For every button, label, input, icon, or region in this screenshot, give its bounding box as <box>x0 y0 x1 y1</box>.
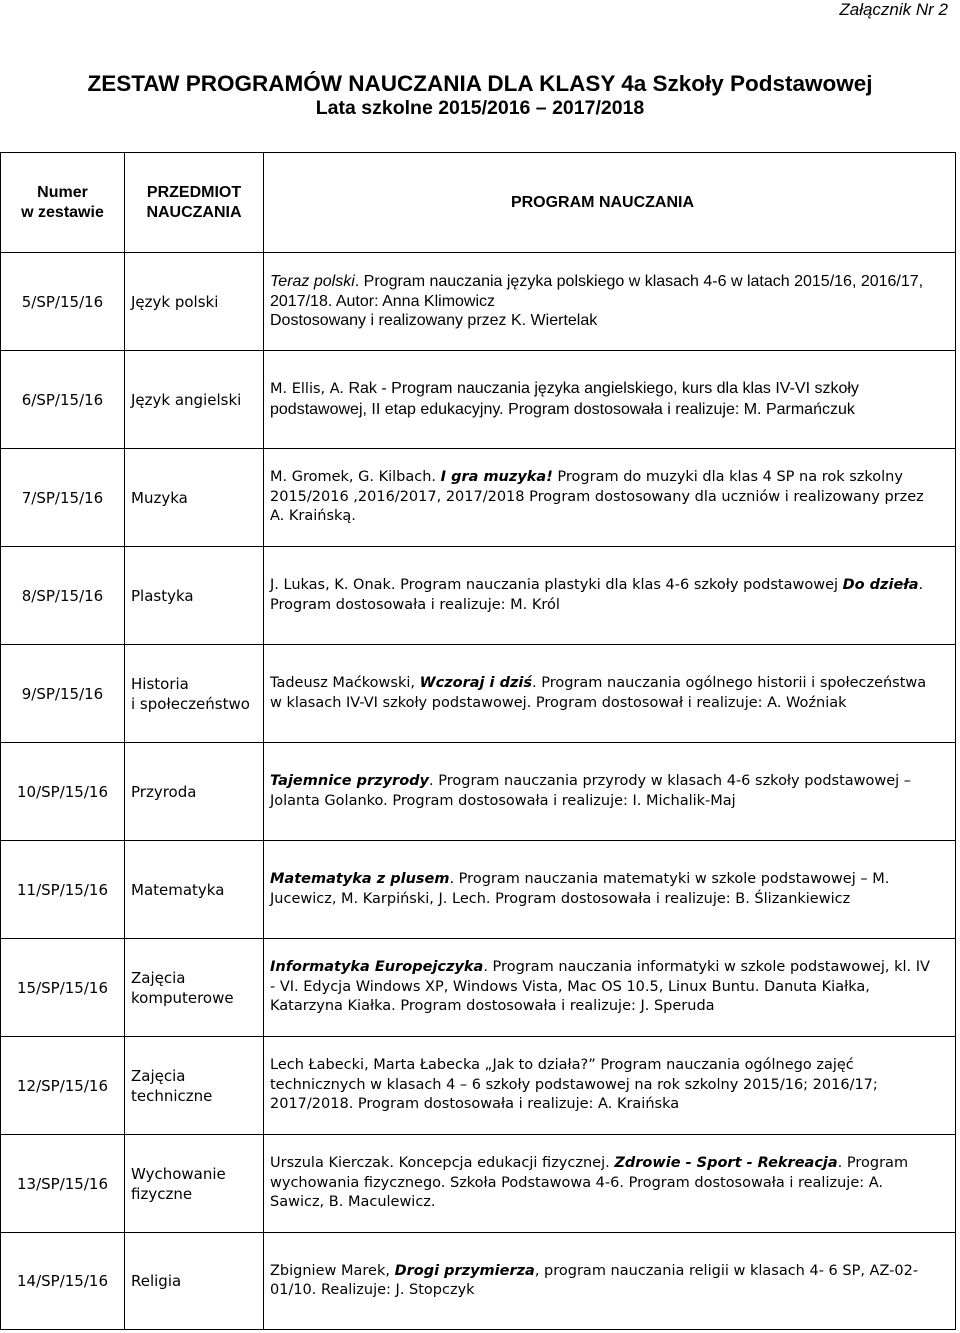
program-title: Matematyka z plusem <box>270 871 450 887</box>
header-subject: PRZEDMIOT NAUCZANIA <box>125 153 264 253</box>
row-number: 5/SP/15/16 <box>1 253 125 351</box>
row-program <box>264 743 956 841</box>
row-subject: Język angielski <box>125 351 264 449</box>
table-row <box>1 253 956 351</box>
row-number: 7/SP/15/16 <box>1 449 125 547</box>
header-number: Numer w zestawie <box>1 153 125 253</box>
program-text: . Program nauczania matematyki w szkole podstawowej – M. Jucewicz, M. Karpiński, J. Lech. Program dostosowała i realizuje: B. Ślizankiewicz <box>270 871 890 907</box>
programs-table <box>0 152 956 1330</box>
row-program <box>264 645 956 743</box>
row-program <box>264 939 956 1037</box>
row-number: 14/SP/15/16 <box>1 1233 125 1330</box>
table-row <box>1 1135 956 1233</box>
row-subject: Plastyka <box>125 547 264 645</box>
program-text: Lech Łabecki, Marta Łabecka „Jak to działa?” Program nauczania ogólnego zajęć technicznych w klasach 4 – 6 szkoły podstawowej na rok szkolny 2015/16; 2016/17; 2017/2018. Program dostosowała i realizuje: A. Kraińska <box>270 1057 878 1113</box>
program-text: . Program wychowania fizycznego. Szkoła Podstawowa 4-6. Program dostosowała i realizuje: A. Sawicz, B. Maculewicz. <box>270 1155 909 1211</box>
table-row <box>1 841 956 939</box>
row-number: 10/SP/15/16 <box>1 743 125 841</box>
program-text: , program nauczania religii w klasach 4- 6 SP, AZ-02-01/10. Realizuje: J. Stopczyk <box>270 1262 919 1298</box>
row-program <box>264 449 956 547</box>
row-program <box>264 1233 956 1330</box>
program-title: Tajemnice przyrody <box>270 773 430 789</box>
row-number: 11/SP/15/16 <box>1 841 125 939</box>
row-subject: Muzyka <box>125 449 264 547</box>
row-program <box>264 1037 956 1135</box>
row-program <box>264 351 956 449</box>
header-program: PROGRAM NAUCZANIA <box>264 153 956 253</box>
table-row <box>1 743 956 841</box>
row-subject: Zajęcia techniczne <box>125 1037 264 1135</box>
table-row <box>1 645 956 743</box>
document-title: ZESTAW PROGRAMÓW NAUCZANIA DLA KLASY 4a Szkoły Podstawowej <box>87 71 873 96</box>
row-program <box>264 253 956 351</box>
row-subject: Matematyka <box>125 841 264 939</box>
row-number: 15/SP/15/16 <box>1 939 125 1037</box>
table-row <box>1 449 956 547</box>
program-title: Informatyka Europejczyka <box>270 959 484 976</box>
row-number: 6/SP/15/16 <box>1 351 125 449</box>
program-title: Wczoraj i dziś <box>419 675 532 691</box>
program-title: Drogi przymierza <box>394 1262 535 1279</box>
table-row <box>1 1233 956 1330</box>
row-program <box>264 547 956 645</box>
table-row <box>1 939 956 1037</box>
program-text: Rak - Program nauczania języka angielskiego, kurs dla klas IV-VI szkoły podstawowej, II etap edukacyjny. Program dostosowała i realizuje: M. Parmańczuk <box>270 380 859 418</box>
row-number: 12/SP/15/16 <box>1 1037 125 1135</box>
program-title: I gra muzyka! <box>440 469 553 486</box>
table-header-row <box>1 153 956 253</box>
program-text: . Program nauczania języka polskiego w klasach 4-6 w latach 2015/16, 2016/17, 2017/18. Autor: Anna Klimowicz Dostosowany i realizowany przez K. Wiertelak <box>270 273 924 330</box>
row-program <box>264 841 956 939</box>
row-program <box>264 1135 956 1233</box>
program-text: Tadeusz Maćkowski, <box>270 675 420 691</box>
program-text: . Program nauczania przyrody w klasach 4-6 szkoły podstawowej – Jolanta Golanko. Program dostosowała i realizuje: I. Michalik-Maj <box>270 773 912 809</box>
annex-label: Załącznik Nr 2 <box>839 0 948 19</box>
program-text: . Program nauczania informatyki w szkole podstawowej, kl. IV - VI. Edycja Windows XP, Windows Vista, Mac OS 10.5, Linux Buntu. Danuta Kiałka, Katarzyna Kiałka. Program dostosowała i realizuje: J. Speruda <box>270 959 930 1015</box>
program-title: Do dzieła <box>842 577 919 593</box>
program-text: M. Ellis, A. <box>270 381 345 397</box>
row-number: 8/SP/15/16 <box>1 547 125 645</box>
program-text: J. Lukas, K. Onak. Program nauczania plastyki dla klas 4-6 szkoły podstawowej <box>270 577 843 593</box>
row-subject: Zajęcia komputerowe <box>125 939 264 1037</box>
program-text: . Program nauczania ogólnego historii i społeczeństwa w klasach IV-VI szkoły podstawowej. Program dostosował i realizuje: A. Woźniak <box>270 675 927 711</box>
program-text: Zbigniew Marek, <box>270 1262 395 1279</box>
program-text: Urszula Kierczak. Koncepcja edukacji fizycznej. <box>270 1155 615 1172</box>
row-subject: Religia <box>125 1233 264 1330</box>
program-title: Zdrowie - Sport - Rekreacja <box>614 1155 838 1172</box>
row-number: 9/SP/15/16 <box>1 645 125 743</box>
program-text: Program do muzyki dla klas 4 SP na rok szkolny 2015/2016 ,2016/2017, 2017/2018 Program dostosowany dla uczniów i realizowany przez A. Kraińską. <box>270 469 924 525</box>
program-title: Teraz polski <box>270 273 355 291</box>
program-text: . Program dostosowała i realizuje: M. Król <box>270 577 924 613</box>
row-number: 13/SP/15/16 <box>1 1135 125 1233</box>
row-subject: Przyroda <box>125 743 264 841</box>
table-row <box>1 547 956 645</box>
program-text: M. Gromek, G. Kilbach. <box>270 469 441 486</box>
row-subject: Język polski <box>125 253 264 351</box>
row-subject: Wychowanie fizyczne <box>125 1135 264 1233</box>
row-subject: Historia i społeczeństwo <box>125 645 264 743</box>
table-row <box>1 351 956 449</box>
table-row <box>1 1037 956 1135</box>
document-subtitle: Lata szkolne 2015/2016 – 2017/2018 <box>315 97 645 119</box>
